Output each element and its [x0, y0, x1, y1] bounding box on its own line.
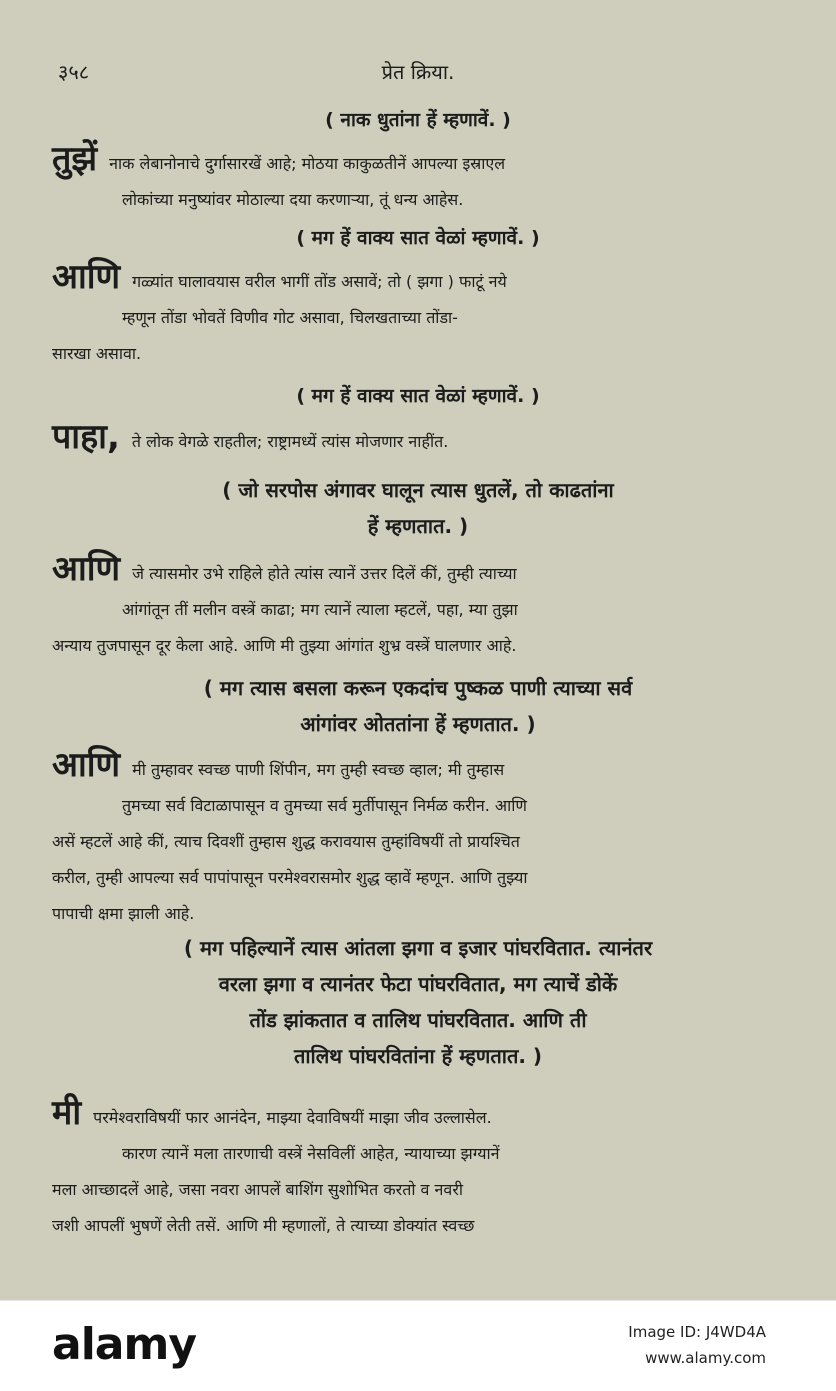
verse-line: ते लोक वेगळे राहतील; राष्ट्रामध्यें त्यांस मोजणार नाहींत. — [131, 432, 449, 451]
verse-lead-word: आणि — [52, 257, 121, 297]
verse-line: असें म्हटलें आहे कीं, त्याच दिवशीं तुम्हास शुद्ध करावयास तुम्हांविषयीं तो प्रायश्चित — [52, 832, 520, 851]
verse-line: तुमच्या सर्व विटाळापासून व तुमच्या सर्व मुर्तीपासून निर्मळ करीन. आणि — [122, 796, 527, 815]
liturgical-direction — [40, 670, 796, 742]
direction-line: आंगांवर ओततांना हें म्हणतात. ) — [300, 712, 536, 736]
verse-paragraph — [52, 1093, 792, 1244]
verse-line: सारखा असावा. — [52, 344, 142, 363]
verse-line: कारण त्यानें मला तारणाची वस्त्रें नेसविलीं आहेत, न्यायाच्या झग्यानें — [122, 1144, 500, 1163]
verse-line: मला आच्छादलें आहे, जसा नवरा आपलें बाशिंग सुशोभित करतो व नवरी — [52, 1180, 464, 1199]
verse-line: नाक लेबानोनाचे दुर्गासारखें आहे; मोठया काकुळतीनें आपल्या इस्राएल — [109, 154, 506, 173]
verse-lead-word: आणि — [52, 549, 121, 589]
site-url: www.alamy.com — [645, 1349, 766, 1367]
direction-line: ( मग त्यास बसला करून एकदांच पुष्कळ पाणी त्याच्या सर्व — [203, 676, 633, 700]
direction-line: वरला झगा व त्यानंतर फेटा पांघरवितात, मग त्याचें डोकें — [218, 972, 618, 996]
verse-paragraph — [52, 257, 792, 372]
liturgical-direction — [40, 102, 796, 138]
verse-line: अन्याय तुजपासून दूर केला आहे. आणि मी तुझ्या आंगांत शुभ्र वस्त्रें घालणार आहे. — [52, 636, 517, 655]
direction-line: ( मग पहिल्यानें त्यास आंतला झगा व इजार पांघरवितात. त्यानंतर — [183, 936, 653, 960]
verse-line: आंगांतून तीं मलीन वस्त्रें काढा; मग त्यानें त्याला म्हटलें, पहा, म्या तुझा — [122, 600, 518, 619]
page-number: ३५८ — [58, 60, 90, 84]
verse-line: गळ्यांत घालावयास वरील भागीं तोंड असावें; तो ( झगा ) फाटूं नये — [132, 272, 507, 291]
verse-line: मी तुम्हावर स्वच्छ पाणी शिंपीन, मग तुम्ही स्वच्छ व्हाल; मी तुम्हास — [132, 760, 505, 779]
verse-lead-word: आणि — [52, 745, 121, 785]
direction-line: ( मग हें वाक्य सात वेळां म्हणावें. ) — [296, 227, 540, 249]
verse-paragraph — [52, 417, 792, 460]
verse-line: परमेश्वराविषयीं फार आनंदेन, माझ्या देवाविषयीं माझा जीव उल्लासेल. — [93, 1108, 492, 1127]
direction-line: ( नाक धुतांना हें म्हणावें. ) — [325, 109, 511, 131]
running-title: प्रेत क्रिया. — [381, 60, 455, 84]
direction-line: तालिथ पांघरवितांना हें म्हणतात. ) — [293, 1044, 543, 1068]
direction-line: ( जो सरपोस अंगावर घालून त्यास धुतलें, तो काढतांना — [222, 478, 614, 502]
liturgical-direction — [40, 220, 796, 256]
direction-line: तोंड झांकतात व तालिथ पांघरवितात. आणि ती — [249, 1008, 587, 1032]
image-id-label: Image ID: J4WD4A — [628, 1323, 766, 1341]
verse-lead-word: पाहा, — [52, 417, 120, 457]
verse-paragraph — [52, 745, 792, 932]
verse-lead-word: मी — [52, 1093, 82, 1133]
brand-logo: alamy — [52, 1319, 196, 1370]
liturgical-direction — [40, 378, 796, 414]
verse-paragraph — [52, 549, 792, 664]
direction-line: ( मग हें वाक्य सात वेळां म्हणावें. ) — [296, 385, 540, 407]
verse-line: करील, तुम्ही आपल्या सर्व पापांपासून परमेश्वरासमोर शुद्ध व्हावें म्हणून. आणि तुझ्या — [52, 868, 528, 887]
liturgical-direction — [40, 472, 796, 544]
verse-line: जे त्यासमोर उभे राहिले होते त्यांस त्यानें उत्तर दिलें कीं, तुम्ही त्याच्या — [132, 564, 517, 583]
verse-line: पापाची क्षमा झाली आहे. — [52, 904, 195, 923]
verse-lead-word: तुझें — [52, 139, 98, 179]
verse-line: म्हणून तोंडा भोवतें विणीव गोट असावा, चिलखताच्या तोंडा- — [122, 308, 458, 327]
verse-line: लोकांच्या मनुष्यांवर मोठाल्या दया करणाऱ्या, तूं धन्य आहेस. — [122, 190, 464, 209]
stock-photo-footer — [0, 1300, 836, 1391]
verse-line: जशी आपलीं भुषणें लेती तसें. आणि मी म्हणालों, ते त्याच्या डोक्यांत स्वच्छ — [52, 1216, 475, 1235]
direction-line: हें म्हणतात. ) — [367, 514, 469, 538]
liturgical-direction — [40, 930, 796, 1074]
verse-paragraph — [52, 139, 792, 218]
